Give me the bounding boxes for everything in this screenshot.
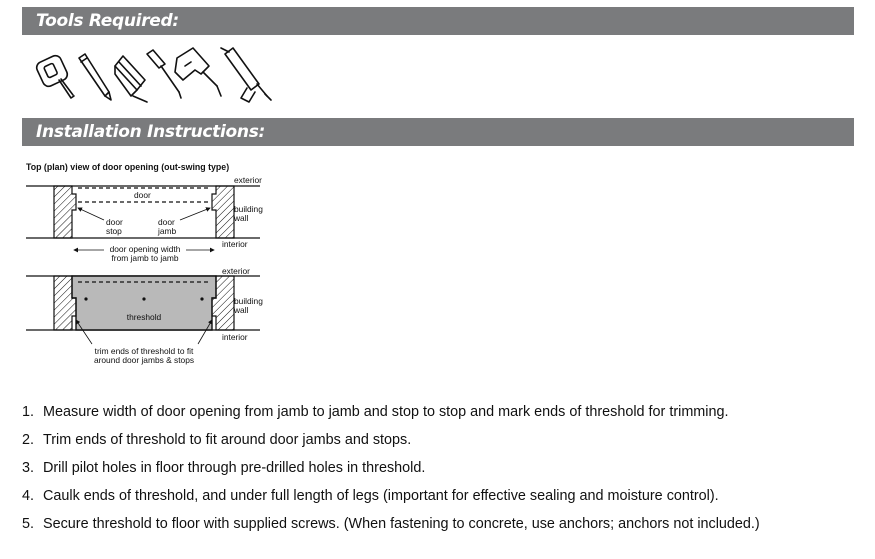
door-opening-diagram [22,158,352,373]
door-label: door [134,190,151,200]
step-number: 5. [22,516,35,532]
step-item [22,510,862,538]
step-item [22,454,862,482]
tools-required-title: Tools Required: [36,11,179,31]
lower-building-wall-label-1: building [234,296,263,306]
lower-plan-view [26,266,263,365]
door-jamb-label-1: door [158,217,175,227]
opening-width-label-1: door opening width [109,244,181,254]
upper-plan-view [26,175,263,263]
step-number: 2. [22,432,35,448]
step-number: 1. [22,404,35,420]
step-text: Secure threshold to floor with supplied screws. (When fastening to concrete, use anchors; anchors not included.) [43,516,760,532]
left-wall-section [54,186,76,238]
step-number: 3. [22,460,35,476]
upper-building-wall-label-2: wall [234,213,249,223]
upper-interior-label: interior [222,239,248,249]
opening-width-label-2: from jamb to jamb [111,253,179,263]
installation-instructions-title: Installation Instructions: [36,122,266,142]
installation-instructions-header [22,118,854,146]
hacksaw-icon [115,56,147,102]
power-drill-icon [175,48,221,96]
tools-icon-row [35,44,275,108]
threshold-label: threshold [126,312,162,322]
diagram-caption: Top (plan) view of door opening (out-swing type) [26,162,230,172]
tools-required-header [22,7,854,35]
step-text: Caulk ends of threshold, and under full length of legs (important for effective sealing and moisture control). [43,488,719,504]
step-item [22,426,862,454]
upper-building-wall-label-1: building [234,204,263,214]
lower-interior-label: interior [222,332,248,342]
pencil-icon [79,54,111,100]
door-stop-label-1: door [106,217,123,227]
tape-measure-icon [35,54,74,98]
door-jamb-label-2: jamb [158,226,177,236]
step-item [22,482,862,510]
step-number: 4. [22,488,35,504]
step-text: Trim ends of threshold to fit around door jambs and stops. [43,432,412,448]
upper-exterior-label: exterior [234,175,262,185]
caulk-gun-icon [221,48,271,102]
right-wall-section [212,186,234,238]
lower-exterior-label: exterior [222,266,250,276]
installation-steps [22,398,862,538]
lower-building-wall-label-2: wall [234,305,249,315]
door-stop-label-2: stop [106,226,122,236]
step-text: Drill pilot holes in floor through pre-drilled holes in threshold. [43,460,426,476]
trim-note-2: around door jambs & stops [93,355,195,365]
pilot-hole-3 [200,297,203,300]
trim-note-1: trim ends of threshold to fit [94,346,194,356]
step-text: Measure width of door opening from jamb to jamb and stop to stop and mark ends of threshold for trimming. [43,404,729,420]
pilot-hole-1 [84,297,87,300]
step-item [22,398,862,426]
pilot-hole-2 [142,297,145,300]
